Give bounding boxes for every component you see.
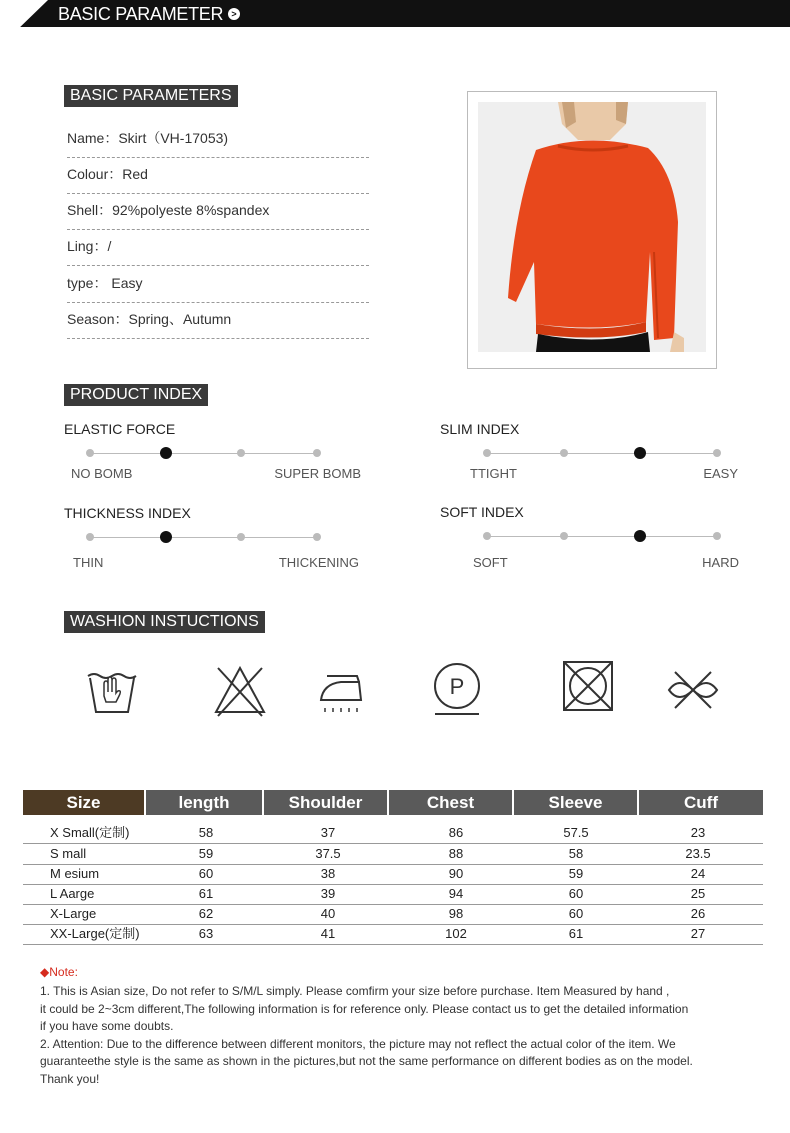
size-header-length: length (146, 790, 262, 815)
note-line: Thank you! (40, 1072, 100, 1086)
measurement-cell: 39 (320, 886, 336, 901)
measurement-cell: 62 (198, 906, 214, 921)
header-arrow-icon: > (228, 8, 240, 20)
thickness-index-dot (86, 533, 94, 541)
param-row-shell (67, 193, 369, 230)
measurement-cell: 23 (690, 825, 706, 840)
size-header-cuff: Cuff (639, 790, 763, 815)
do-not-bleach-icon (212, 662, 268, 718)
dry-clean-p-icon (429, 660, 485, 716)
thickness-index-active-dot (160, 531, 172, 543)
param-row-type (67, 266, 369, 303)
elastic-force-max-label: SUPER BOMB (274, 466, 361, 481)
param-type-text: type： Easy (67, 275, 143, 291)
param-colour-text: Colour：Red (67, 166, 148, 182)
size-label-cell: X Small(定制) (50, 825, 130, 840)
soft-index-active-dot (634, 530, 646, 542)
slim-index-dot (560, 449, 568, 457)
measurement-cell: 37.5 (315, 846, 341, 861)
thickness-index-max-label: THICKENING (278, 555, 359, 570)
thickness-index-track (90, 537, 317, 538)
measurement-cell: 61 (198, 886, 214, 901)
slim-index-dot (483, 449, 491, 457)
thickness-index-min-label: THIN (73, 555, 104, 570)
thickness-index-dot (313, 533, 321, 541)
param-row-name (67, 121, 369, 158)
table-row-divider (23, 904, 763, 905)
slim-index-active-dot (634, 447, 646, 459)
param-season-text: Season：Spring、Autumn (67, 311, 232, 327)
soft-index-track (487, 536, 717, 537)
washing-instructions-tag: WASHION INSTUCTIONS (64, 611, 265, 633)
header-title: BASIC PARAMETER (58, 4, 224, 24)
note-line: it could be 2~3cm different,The following information is for reference only. Please contact us to get the detailed information (40, 1002, 689, 1016)
measurement-cell: 23.5 (685, 846, 711, 861)
param-name-text: Name：Skirt（VH-17053) (67, 130, 229, 146)
note-line: 1. This is Asian size, Do not refer to S/M/L simply. Please comfirm your size before purchase. Item Measured by hand , (40, 984, 670, 998)
measurement-cell: 60 (568, 886, 584, 901)
table-row-divider (23, 944, 763, 945)
measurement-cell: 60 (568, 906, 584, 921)
size-header-chest: Chest (389, 790, 512, 815)
dry-clean-letter: P (449, 674, 465, 699)
model-sweater-illustration (478, 102, 706, 352)
soft-index-dot (483, 532, 491, 540)
elastic-force-min-label: NO BOMB (71, 466, 133, 481)
param-shell-text: Shell：92%polyeste 8%spandex (67, 202, 270, 218)
thickness-index-title: THICKNESS INDEX (64, 505, 191, 521)
measurement-cell: 40 (320, 906, 336, 921)
measurement-cell: 41 (320, 926, 336, 941)
iron-steam-icon (313, 662, 369, 718)
elastic-force-dot (86, 449, 94, 457)
measurement-cell: 27 (690, 926, 706, 941)
param-lining-text: Ling：/ (67, 238, 112, 254)
slim-index-dot (713, 449, 721, 457)
elastic-force-active-dot (160, 447, 172, 459)
measurement-cell: 60 (198, 866, 214, 881)
soft-index-dot (713, 532, 721, 540)
size-label-cell: XX-Large(定制) (50, 926, 140, 941)
note-line: 2. Attention: Due to the difference between different monitors, the picture may not reflect the actual color of the item. We (40, 1037, 676, 1051)
measurement-cell: 63 (198, 926, 214, 941)
soft-index-min-label: SOFT (473, 555, 508, 570)
elastic-force-dot (237, 449, 245, 457)
soft-index-max-label: HARD (702, 555, 739, 570)
size-label-cell: M esium (50, 866, 100, 881)
measurement-cell: 24 (690, 866, 706, 881)
measurement-cell: 58 (198, 825, 214, 840)
measurement-cell: 86 (448, 825, 464, 840)
table-row-divider (23, 843, 763, 844)
soft-index-title: SOFT INDEX (440, 504, 524, 520)
elastic-force-dot (313, 449, 321, 457)
param-row-lining (67, 229, 369, 266)
size-header-sleeve: Sleeve (514, 790, 637, 815)
note-line: guaranteethe style is the same as shown in the pictures,but not the same performance on different bodies as on the model. (40, 1054, 693, 1068)
note-title: ◆Note: (40, 965, 78, 979)
elastic-force-title: ELASTIC FORCE (64, 421, 176, 437)
slim-index-max-label: EASY (703, 466, 738, 481)
measurement-cell: 37 (320, 825, 336, 840)
soft-index-dot (560, 532, 568, 540)
measurement-cell: 98 (448, 906, 464, 921)
do-not-tumble-dry-icon (560, 658, 616, 714)
product-index-tag: PRODUCT INDEX (64, 384, 208, 406)
size-label-cell: X-Large (50, 906, 97, 921)
table-row-divider (23, 864, 763, 865)
table-row-divider (23, 884, 763, 885)
slim-index-track (487, 453, 717, 454)
thickness-index-dot (237, 533, 245, 541)
slim-index-title: SLIM INDEX (440, 421, 520, 437)
measurement-cell: 38 (320, 866, 336, 881)
note-line: if you have some doubts. (40, 1019, 174, 1033)
size-header-shoulder: Shoulder (264, 790, 387, 815)
measurement-cell: 59 (568, 866, 584, 881)
measurement-cell: 88 (448, 846, 464, 861)
measurement-cell: 94 (448, 886, 464, 901)
measurement-cell: 90 (448, 866, 464, 881)
measurement-cell: 25 (690, 886, 706, 901)
param-row-season (67, 302, 369, 339)
elastic-force-track (90, 453, 317, 454)
size-label-cell: S mall (50, 846, 87, 861)
param-row-colour (67, 157, 369, 194)
measurement-cell: 61 (568, 926, 584, 941)
size-label-cell: L Aarge (50, 886, 95, 901)
measurement-cell: 102 (445, 926, 467, 941)
measurement-cell: 59 (198, 846, 214, 861)
measurement-cell: 57.5 (563, 825, 589, 840)
product-photo (478, 102, 706, 352)
basic-parameters-tag: BASIC PARAMETERS (64, 85, 238, 107)
measurement-cell: 26 (690, 906, 706, 921)
measurement-cell: 58 (568, 846, 584, 861)
do-not-twist-icon (665, 662, 721, 718)
slim-index-min-label: TTIGHT (470, 466, 517, 481)
hand-wash-icon (84, 662, 140, 718)
size-header-size: Size (23, 790, 144, 815)
